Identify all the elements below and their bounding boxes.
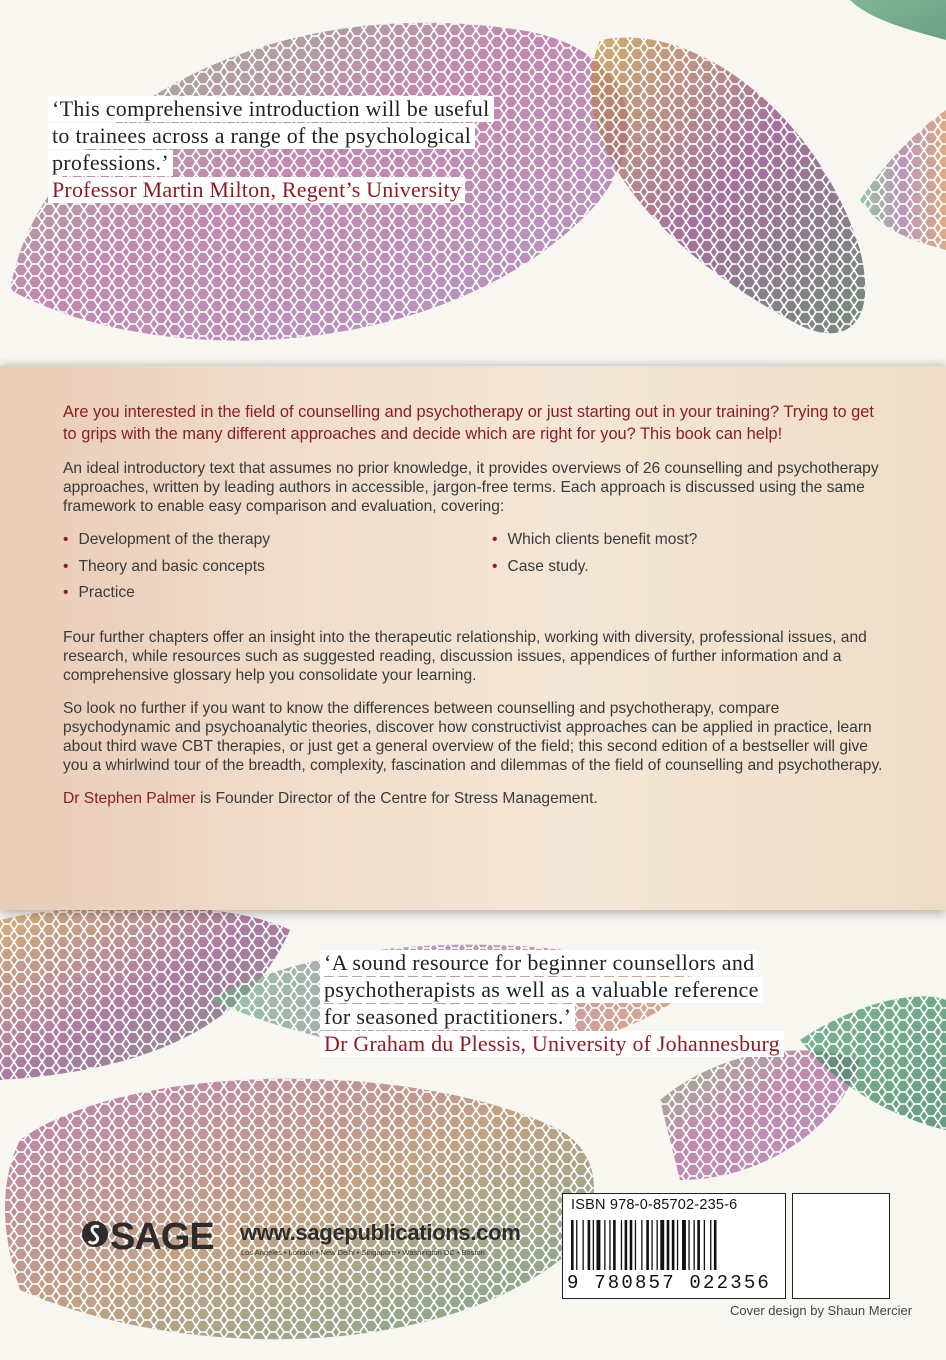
bullet-item bbox=[63, 530, 270, 549]
bullet-icon: • bbox=[63, 584, 69, 601]
quote-line: professions.’ bbox=[48, 150, 173, 176]
publisher-url[interactable]: www.sagepublications.com bbox=[240, 1220, 521, 1245]
barcode-number: 9 780857 022356 bbox=[567, 1272, 772, 1294]
bullet-item bbox=[492, 530, 697, 549]
blurb-paragraph: An ideal introductory text that assumes no prior knowledge, it provides overviews of 26 counselling and psychotherapy approaches, written by leading authors in accessible, jargon-free terms. Each approach is discussed using the same framework to enable easy comparison and evaluation, covering: bbox=[63, 460, 879, 515]
quote-attribution: Professor Martin Milton, Regent’s University bbox=[48, 177, 465, 203]
blurb-paragraph: Four further chapters offer an insight into the therapeutic relationship, working with diversity, professional issues, and research, while resources such as suggested reading, discussion issues, appendices of further information and a comprehensive glossary help you consolidate your learning. bbox=[63, 629, 867, 684]
bullet-text: Development of the therapy bbox=[78, 531, 271, 548]
leaf-bottom-large bbox=[5, 1079, 594, 1340]
quote-line: ‘This comprehensive introduction will be useful bbox=[48, 96, 494, 122]
bullet-text: Case study. bbox=[507, 558, 589, 575]
publisher-cities: Los Angeles • London • New Delhi • Singapore • Washington DC • Boston bbox=[241, 1248, 485, 1257]
sage-logo-icon bbox=[80, 1214, 110, 1254]
price-box bbox=[792, 1193, 890, 1299]
bottom-quote bbox=[320, 950, 784, 1057]
author-bio-text: is Founder Director of the Centre for Stress Management. bbox=[195, 790, 598, 807]
author-name: Dr Stephen Palmer bbox=[63, 790, 196, 807]
blurb-content bbox=[63, 402, 883, 822]
quote-attribution: Dr Graham du Plessis, University of Johannesburg bbox=[320, 1031, 784, 1057]
bullet-list bbox=[63, 530, 883, 620]
quote-line: psychotherapists as well as a valuable reference bbox=[320, 977, 763, 1003]
barcode-box bbox=[562, 1193, 786, 1299]
barcode-icon bbox=[569, 1220, 779, 1272]
bullet-item bbox=[492, 557, 589, 576]
bullet-text: Theory and basic concepts bbox=[78, 558, 265, 575]
top-quote bbox=[48, 96, 494, 203]
bullet-icon: • bbox=[492, 558, 498, 575]
quote-line: for seasoned practitioners.’ bbox=[320, 1004, 575, 1030]
author-bio bbox=[63, 789, 883, 808]
blurb-intro: Are you interested in the field of counselling and psychotherapy or just starting out in your training? Trying to get to grips with the many different approaches and decide which are right for you? This book can help! bbox=[63, 403, 874, 443]
isbn-label: ISBN 978-0-85702-235-6 bbox=[571, 1197, 738, 1213]
bullet-text: Practice bbox=[78, 584, 135, 601]
blurb-paragraph: So look no further if you want to know the differences between counselling and psychotherapy, compare psychodynamic and psychoanalytic theories, discover how constructivist approaches can be applied in practice, learn about third wave CBT therapies, or just get a general overview of the field; this second edition of a bestseller will give you a whirlwind tour of the breadth, complexity, fascination and dilemmas of the field of counselling and psychotherapy. bbox=[63, 700, 883, 774]
bullet-icon: • bbox=[492, 531, 498, 548]
publisher-name: SAGE bbox=[110, 1216, 214, 1258]
bullet-item bbox=[63, 557, 265, 576]
bullet-icon: • bbox=[63, 531, 69, 548]
quote-line: to trainees across a range of the psychological bbox=[48, 123, 475, 149]
leaf-top-right bbox=[591, 0, 946, 333]
bullet-text: Which clients benefit most? bbox=[507, 531, 698, 548]
quote-line: ‘A sound resource for beginner counsellors and bbox=[320, 950, 758, 976]
cover-credit: Cover design by Shaun Mercier bbox=[730, 1303, 913, 1318]
blurb-panel bbox=[0, 366, 946, 910]
bullet-icon: • bbox=[63, 558, 69, 575]
bullet-item bbox=[63, 583, 135, 602]
